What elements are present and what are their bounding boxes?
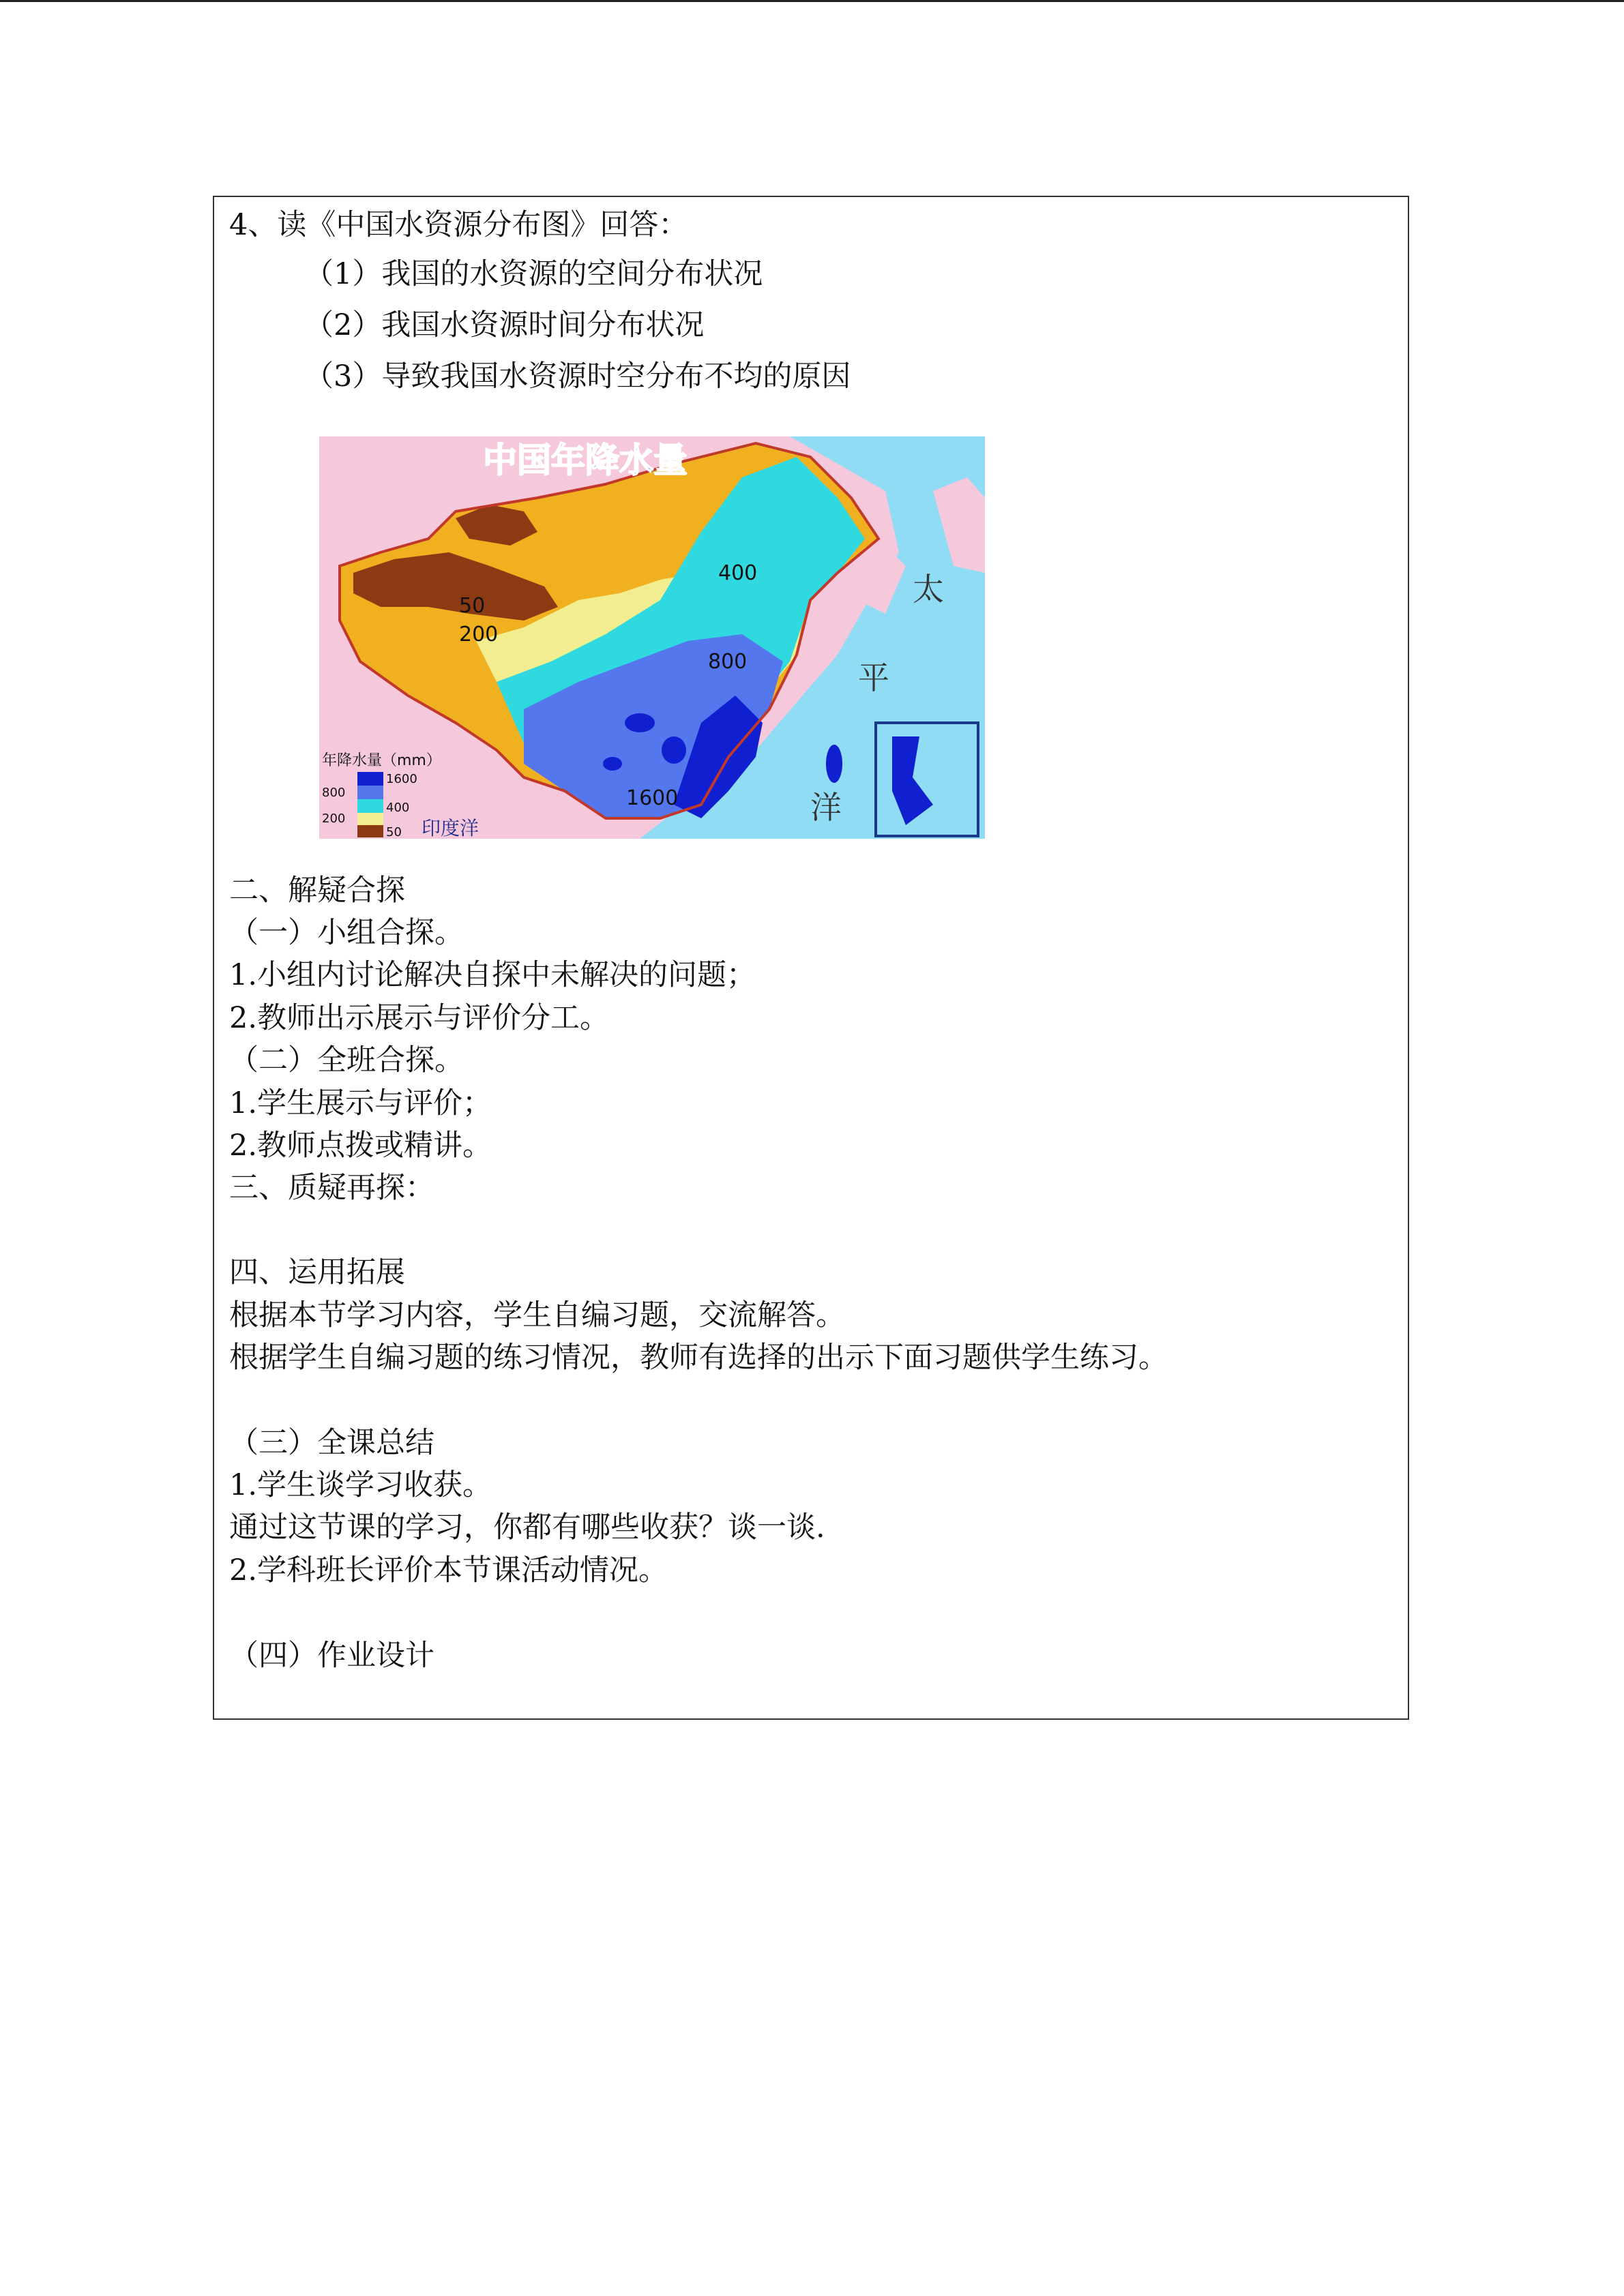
legend-swatch (357, 813, 383, 825)
map-inset-south-china-sea (876, 723, 978, 836)
map-region-gt1600 (625, 713, 655, 732)
subsection-heading: （四）作业设计 (229, 1639, 434, 1673)
legend-label: 200 (322, 811, 346, 826)
body-text: 2.学科班长评价本节课活动情况。 (229, 1553, 668, 1587)
isoline-label: 1600 (626, 786, 679, 810)
question-item: （1）我国的水资源的空间分布状况 (304, 257, 763, 291)
map-taiwan (826, 745, 842, 783)
legend-swatch (357, 799, 383, 813)
legend-label: 50 (386, 825, 402, 839)
body-text: 1.学生展示与评价； (229, 1086, 492, 1120)
section-heading: 二、解疑合探 (229, 874, 405, 908)
body-text: 根据学生自编习题的练习情况，教师有选择的出示下面习题供学生练习。 (229, 1341, 1168, 1375)
section-heading: 四、运用拓展 (229, 1255, 405, 1289)
map-title: 中国年降水量 (483, 441, 688, 479)
isoline-label: 200 (459, 623, 499, 646)
section-heading: 三、质疑再探： (229, 1171, 434, 1205)
legend-swatch (357, 772, 383, 786)
precipitation-map (319, 436, 985, 839)
isoline-label: 50 (459, 594, 486, 618)
ocean-label: 印度洋 (422, 817, 479, 839)
body-text: 1.小组内讨论解决自探中未解决的问题； (229, 958, 756, 992)
subsection-heading: （一）小组合探。 (229, 916, 464, 950)
isoline-label: 800 (708, 650, 748, 674)
question-item: （3）导致我国水资源时空分布不均的原因 (304, 359, 851, 393)
ocean-label: 太 (913, 571, 944, 608)
map-region-gt1600 (662, 736, 686, 764)
legend-label: 800 (322, 786, 346, 800)
body-text: 2.教师点拨或精讲。 (229, 1129, 492, 1163)
legend-label: 1600 (386, 772, 417, 786)
isoline-label: 400 (718, 561, 758, 585)
body-text: 根据本节学习内容，学生自编习题，交流解答。 (229, 1298, 845, 1332)
question-title: 4、读《中国水资源分布图》回答： (229, 208, 688, 242)
legend-swatch (357, 825, 383, 837)
legend-label: 400 (386, 801, 410, 815)
page-top-rule (0, 0, 1624, 2)
ocean-label: 平 (858, 659, 889, 696)
body-text: 1.学生谈学习收获。 (229, 1468, 492, 1502)
question-item: （2）我国水资源时间分布状况 (304, 308, 705, 342)
body-text: 通过这节课的学习，你都有哪些收获？谈一谈. (229, 1510, 825, 1545)
legend-swatch (357, 786, 383, 799)
subsection-heading: （三）全课总结 (229, 1426, 434, 1460)
map-region-gt1600 (603, 757, 622, 771)
ocean-label: 洋 (810, 789, 842, 826)
subsection-heading: （二）全班合探。 (229, 1043, 464, 1077)
legend-title: 年降水量（mm） (322, 752, 441, 769)
body-text: 2.教师出示展示与评价分工。 (229, 1001, 610, 1035)
